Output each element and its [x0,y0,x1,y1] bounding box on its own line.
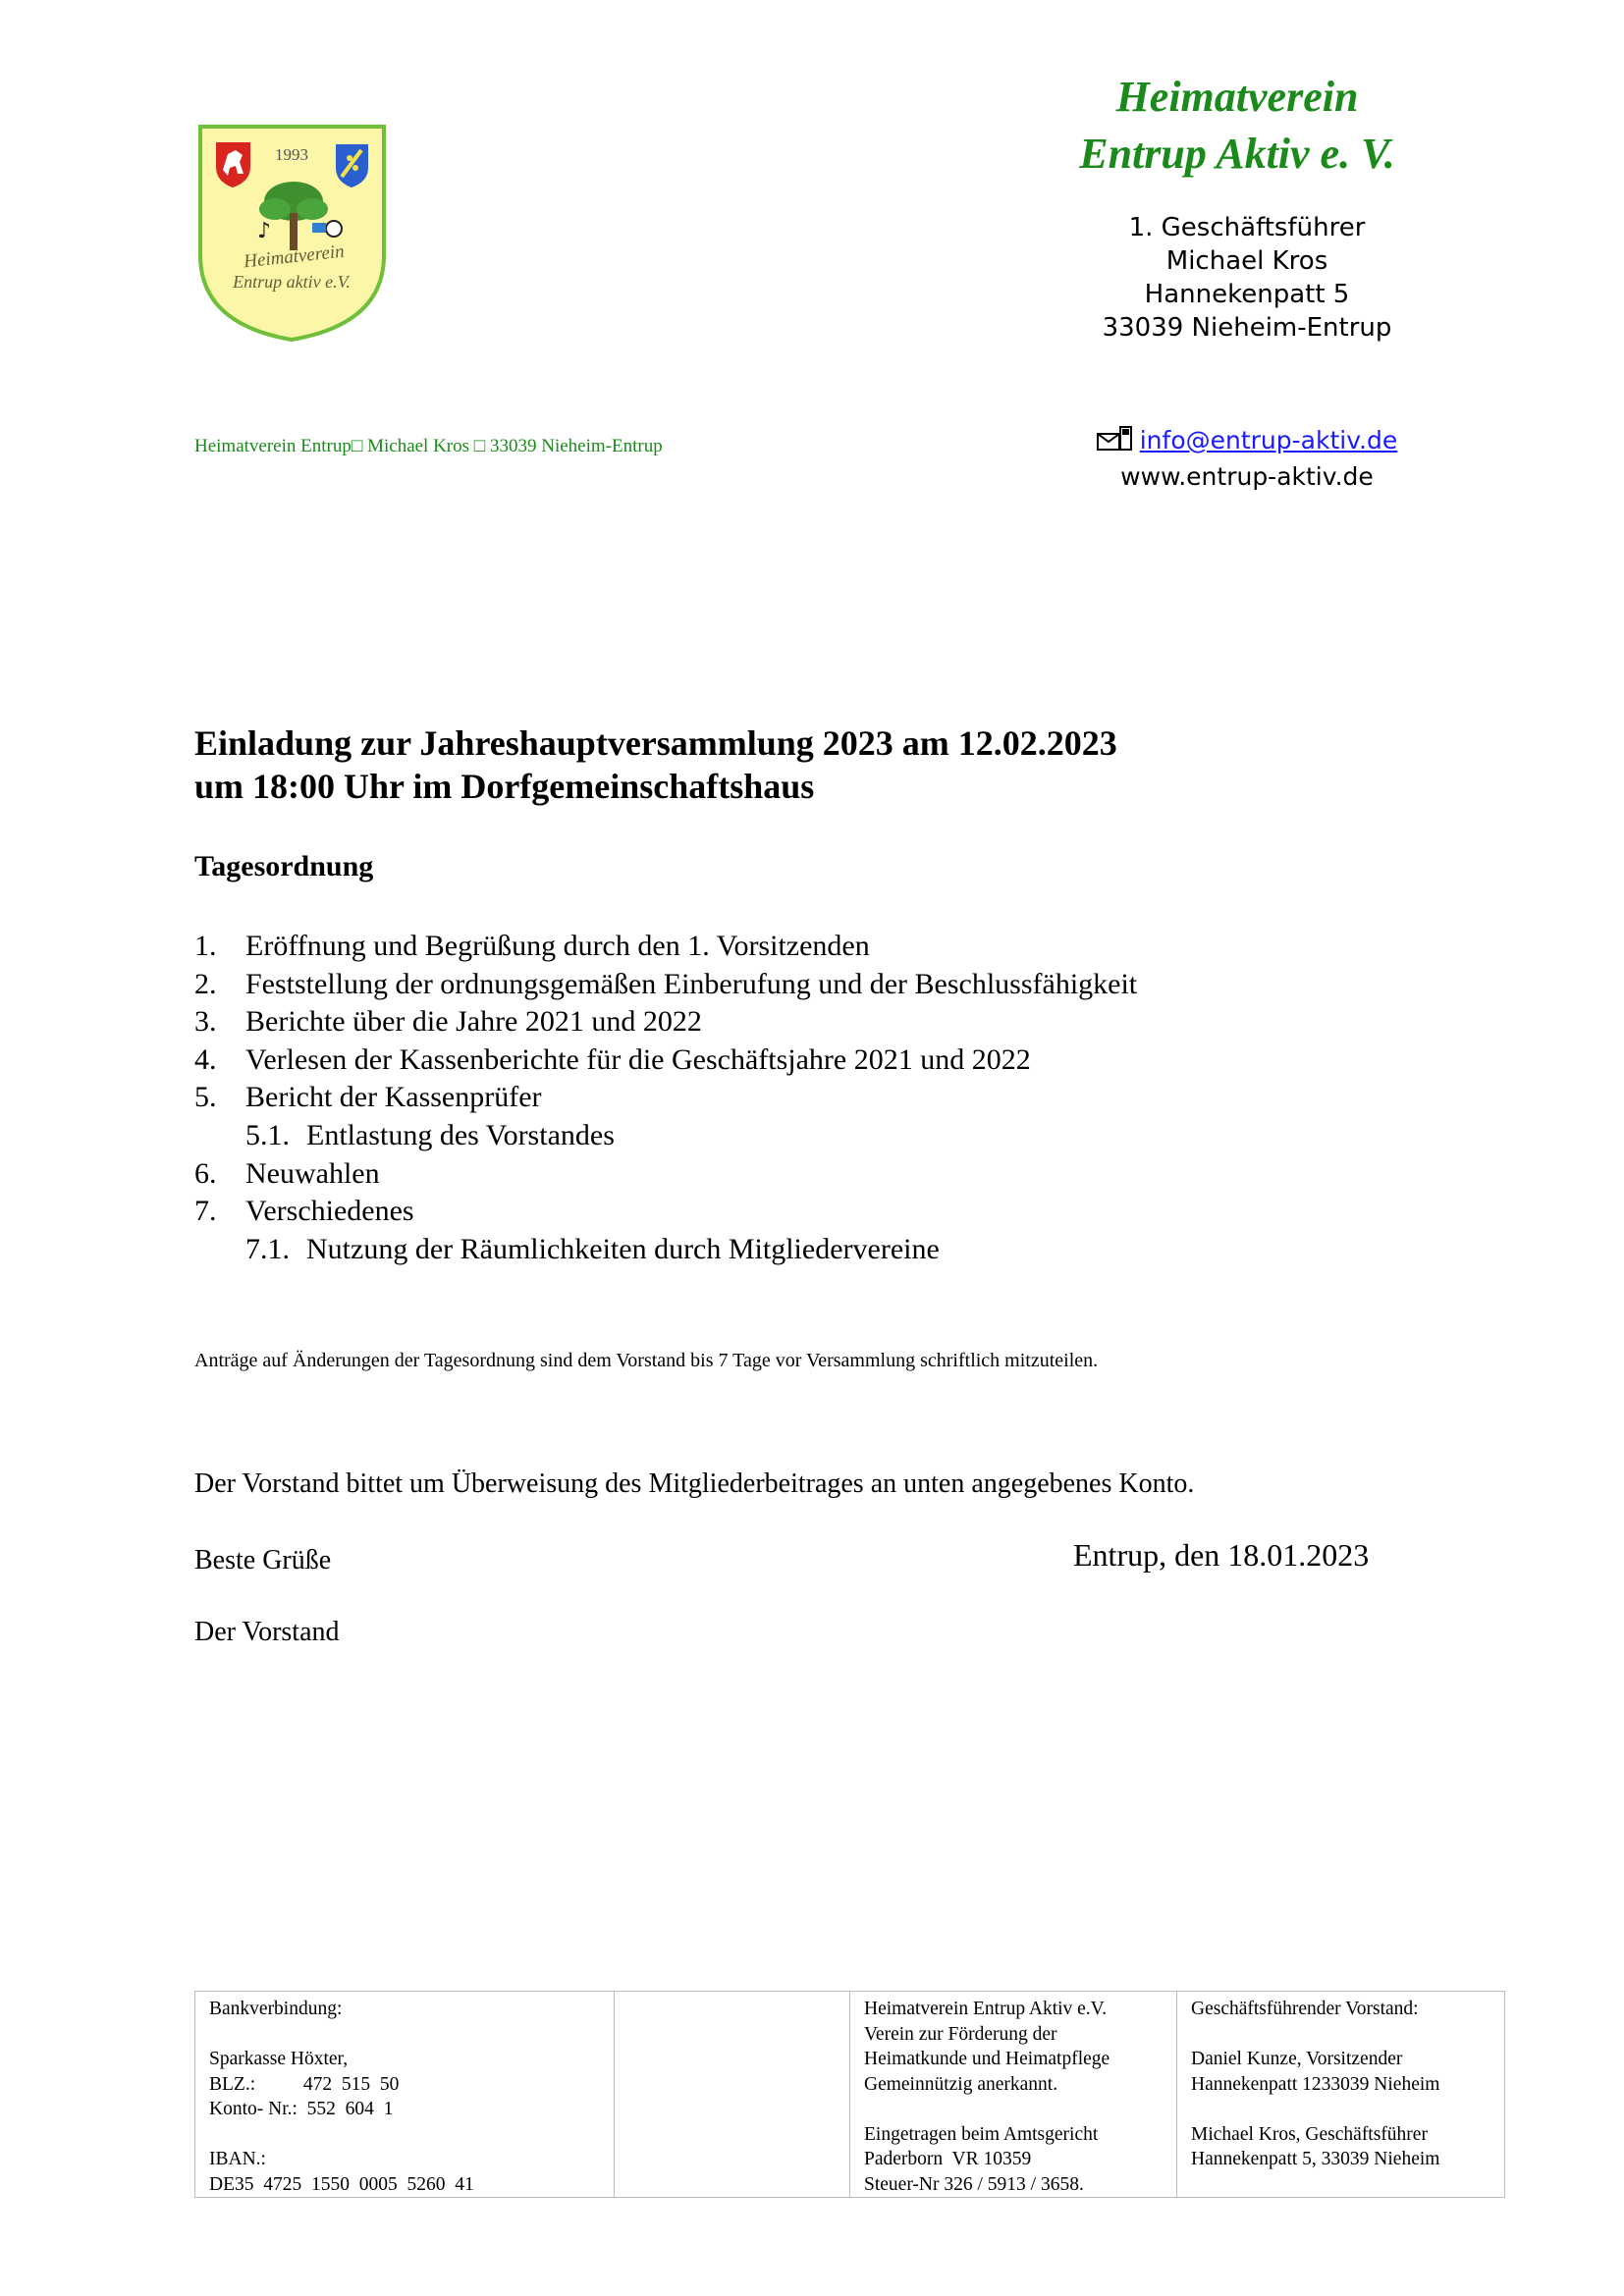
footer-club-column [850,1992,1177,2197]
club-logo [196,123,388,344]
footer-line: Geschäftsführender Vorstand: [1191,1999,1419,2019]
sender-name: Michael Kros [1165,246,1328,276]
ball-icon [326,221,342,237]
logo-year: 1993 [275,145,308,164]
agenda-item-number: 3. [194,1005,217,1039]
logo-text-line2: Entrup aktiv e.V. [233,272,351,292]
agenda-subitem [194,1117,1137,1155]
agenda-item-number: 4. [194,1042,217,1076]
logo-text-line1: Heimatverein [243,240,346,273]
email-link[interactable]: info@entrup-aktiv.de [1139,426,1398,454]
agenda-item-number: 7. [194,1195,217,1228]
agenda-item-number: 7.1. [245,1232,290,1265]
return-address-line: Heimatverein Entrup□ Michael Kros □ 33039 Nieheim-Entrup [194,436,663,456]
footer-line: Konto- Nr.: 552 604 1 [209,2099,394,2119]
footer-line: Eingetragen beim Amtsgericht [864,2123,1099,2145]
letter-title [194,721,1117,808]
agenda-item-number: 2. [194,967,217,1000]
agenda-change-note: Anträge auf Änderungen der Tagesordnung sind dem Vorstand bis 7 Tage vor Versammlung schriftlich mitzuteilen. [194,1350,1099,1371]
agenda-item-text: Berichte über die Jahre 2021 und 2022 [245,1005,702,1039]
mail-icon [1097,426,1132,460]
agenda-item-text: Nutzung der Räumlichkeiten durch Mitgliedervereine [306,1232,940,1265]
sender-role: 1. Geschäftsführer [1128,213,1366,242]
agenda-item-text: Feststellung der ordnungsgemäßen Einberufung und der Beschlussfähigkeit [245,967,1138,1000]
signature: Der Vorstand [194,1617,340,1647]
footer-line: Hannekenpatt 1233039 Nieheim [1191,2073,1440,2095]
agenda-list [194,928,1137,1268]
agenda-item-number: 5.1. [245,1118,290,1151]
agenda-item-text: Neuwahlen [245,1156,380,1190]
footer-line: Steuer-Nr 326 / 5913 / 3658. [864,2173,1084,2195]
agenda-item [194,1041,1137,1080]
agenda-item [194,1193,1137,1231]
letter-title-line2: um 18:00 Uhr im Dorfgemeinschaftshaus [194,767,815,806]
footer-line: Verein zur Förderung der [864,2023,1057,2045]
agenda-item-text: Eröffnung und Begrüßung durch den 1. Vorsitzenden [245,930,870,962]
footer-empty-column [615,1992,850,2197]
footer-line [209,2122,600,2148]
footer-line [864,2097,1163,2122]
agenda-heading: Tagesordnung [194,850,374,882]
place-date: Entrup, den 18.01.2023 [1073,1537,1370,1573]
footer-bank-column [195,1992,615,2197]
footer-line [1191,2097,1490,2122]
footer-line: Daniel Kunze, Vorsitzender [1191,2049,1403,2069]
footer-table [194,1991,1505,2198]
footer-line [1191,2022,1490,2048]
agenda-item-text: Entlastung des Vorstandes [306,1118,615,1151]
footer-line: Michael Kros, Geschäftsführer [1191,2123,1428,2145]
footer-line: Gemeinnützig anerkannt. [864,2073,1058,2095]
sender-street: Hannekenpatt 5 [1144,280,1350,309]
agenda-item-number: 6. [194,1156,217,1190]
footer-line: Bankverbindung: [209,1999,343,2019]
greeting: Beste Grüße [194,1545,332,1575]
letter-title-line1: Einladung zur Jahreshauptversammlung 2023 am 12.02.2023 [194,723,1117,763]
footer-line: Hannekenpatt 5, 33039 Nieheim [1191,2149,1440,2169]
agenda-item-number: 5. [194,1081,217,1114]
club-name [982,69,1492,183]
club-name-line2: Entrup Aktiv e. V. [1079,130,1395,178]
agenda-item [194,1079,1137,1117]
footer-line: IBAN.: [209,2149,266,2169]
agenda-item-text: Bericht der Kassenprüfer [245,1081,542,1114]
contact-block [982,424,1512,494]
footer-line: BLZ.: 472 515 50 [209,2073,400,2095]
agenda-item-text: Verlesen der Kassenberichte für die Geschäftsjahre 2021 und 2022 [245,1042,1031,1076]
footer-board-column [1177,1992,1504,2197]
transfer-request: Der Vorstand bittet um Überweisung des Mitgliederbeitrages an unten angegebenes Konto. [194,1468,1195,1499]
club-name-line1: Heimatverein [1115,73,1359,121]
website-text: www.entrup-aktiv.de [1120,462,1374,491]
agenda-item [194,1155,1137,1194]
footer-line: DE35 4725 1550 0005 5260 41 [209,2173,474,2195]
music-note-icon: ♪ [257,219,272,243]
agenda-item-number: 1. [194,930,217,962]
footer-line: Paderborn VR 10359 [864,2149,1032,2169]
footer-line: Heimatverein Entrup Aktiv e.V. [864,1999,1108,2019]
agenda-item [194,1003,1137,1041]
agenda-item [194,928,1137,966]
sender-city: 33039 Nieheim-Entrup [1102,313,1392,343]
agenda-item [194,966,1137,1004]
agenda-item-text: Verschiedenes [245,1195,414,1228]
sender-address [982,211,1512,345]
footer-line: Heimatkunde und Heimatpflege [864,2049,1110,2069]
footer-line: Sparkasse Höxter, [209,2049,349,2069]
agenda-subitem [194,1231,1137,1269]
footer-line [209,2022,600,2048]
